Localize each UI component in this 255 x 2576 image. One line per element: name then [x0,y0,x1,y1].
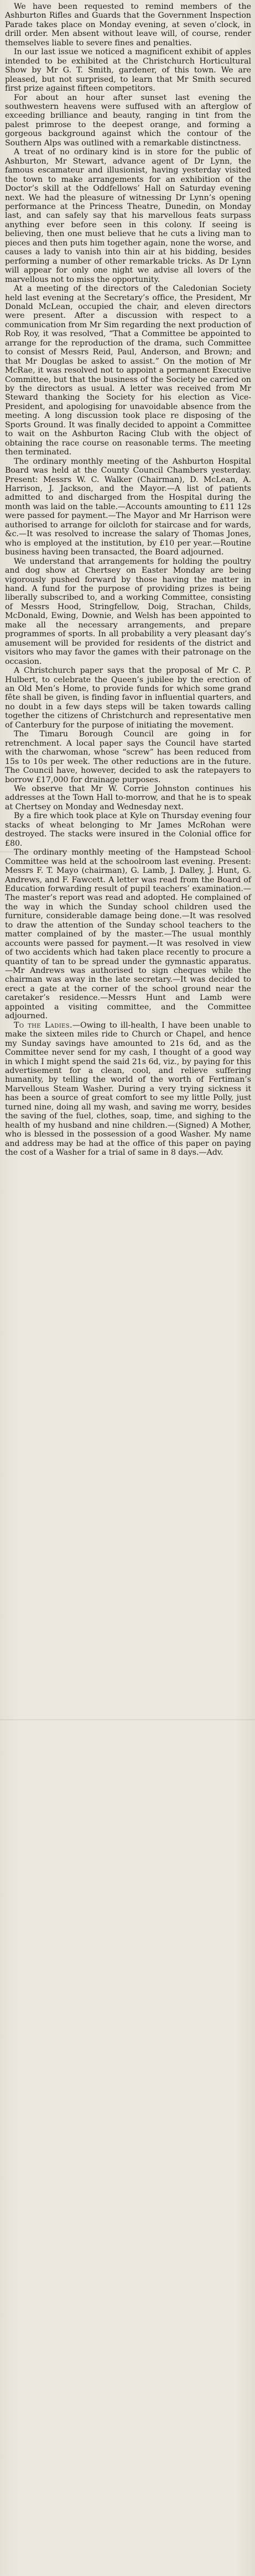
paper-fold-line [0,851,255,852]
paragraph-timaru-council: The Timaru Borough Council are going in for retrenchment. A local paper says the Council have started with the charwoman, whose “screw” has been reduced from 15s to 10s per week. The other reductions are in the future. The Council have, however, decided to ask the ratepayers to borrow £17,000 for drainage purposes. [5,730,251,784]
advert-body: —Owing to ill-health, I have been unable to make the sixteen miles ride to Church or Chapel, and hence my Sunday savings have amounted to 21s 6d, and as the Committee never send for my cash, I thought of a good way in which I might spend the said 21s 6d, viz., by paying for this advertisement for a clean, cool, and relieve suffering humanity, by telling the world of the worth of Fertiman’s Marvellous Steam Washer. During a very trying sickness it has been a source of great comfort to see my little Polly, just turned nine, doing all my wash, and saving me worry, besides the saving of the fuel, clothes, soap, time, and sighing to the health of my husband and nine children.—(Signed) A Mother, who is blessed in the possession of a good Washer. My name and address may be had at the office of this paper on paying the cost of a Washer for a trial of same in 8 days.—Adv. [5,1020,251,1158]
paragraph-hampstead-school: The ordinary monthly meeting of the Hampstead School Committee was held at the schoolroom last evening. Present: Messrs F. T. Mayo (chairman), G. Lamb, J. Dalley, J. Hunt, G. Andrews, and F. Fawcett. A letter was read from the Board of Education forwarding result of pupil teachers’ examination.—The master’s report was read and adopted. He complained of the way in which the Sunday school children used the furniture, considerable damage being done.—It was resolved to draw the attention of the Sunday school teachers to the matter complained of by the master.—The usual monthly accounts were passed for payment.—It was resolved in view of two accidents which had taken place recently to procure a quantity of tan to be spread under the gymnastic apparatus.—Mr Andrews was authorised to sign cheques while the chairman was away in the late secretary.—It was decided to erect a gate at the corner of the school ground near the caretaker’s residence.—Messrs Hunt and Lamb were appointed a visiting committee, and the Committee adjourned. [5,848,251,1021]
paragraph-corrie-johnston: We observe that Mr W. Corrie Johnston continues his addresses at the Town Hall to-morrow, and that he is to speak at Chertsey on Monday and Wednesday next. [5,784,251,811]
paragraph-caledonian-society: At a meeting of the directors of the Caledonian Society held last evening at the Secretary’s office, the President, Mr Donald McLean, occupied the chair, and eleven directors were present. After a discussion with respect to a communication from Mr Sim regarding the next production of Rob Roy, it was resolved, “That a Committee be appointed to arrange for the reproduction of the drama, such Committee to consist of Messrs Reid, Paul, Anderson, and Brown; and that Mr Douglas be asked to assist.” On the motion of Mr McRae, it was resolved not to appoint a permanent Executive Committee, but that the business of the Society be carried on by the directors as usual. A letter was received from Mr Steward thanking the Society for his election as Vice-President, and apologising for unavoidable absence from the meeting. A long discussion took place re disposing of the Sports Ground. It was finally decided to appoint a Committee to wait on the Ashburton Racing Club with the object of obtaining the race course on reasonable terms. The meeting then terminated. [5,284,251,457]
paragraph-hospital-board: The ordinary monthly meeting of the Ashburton Hospital Board was held at the County Council Chambers yesterday. Present: Messrs W. C. Walker (Chairman), D. McLean, A. Harrison, J. Jackson, and the Mayor.—A list of patients admitted to and discharged from the Hospital during the month was laid on the table.—Accounts amounting to £11 12s were passed for payment.—The Mayor and Mr Harrison were authorised to arrange for oilcloth for staircase and for wards, &c.—It was resolved to increase the salary of Thomas Jones, who is employed at the institution, by £10 per year.—Routine business having been transacted, the Board adjourned. [5,457,251,557]
paragraph-inspection-parade: We have been requested to remind members of the Ashburton Rifles and Guards that the Government Inspection Parade takes place on Monday evening, at seven o’clock, in drill order. Men absent without leave will, of course, render themselves liable to severe fines and penalties. [5,2,251,48]
paragraph-ladies-advert [5,1021,251,1158]
news-column [5,2,251,1158]
paragraph-chertsey-show: We understand that arrangements for holding the poultry and dog show at Chertsey on Easter Monday are being vigorously pushed forward by those having the matter in hand. A fund for the purpose of providing prizes is being liberally subscribed to, and a working Committee, consisting of Messrs Hood, Stringfellow, Doig, Strachan, Childs, McDonald, Ewing, Downie, and Welsh has been appointed to make all the necessary arrangements, and prepare programmes of sports. In all probability a very pleasant day’s amusement will be provided for residents of the district and visitors who may favor the games with their patronage on the occasion. [5,557,251,666]
paragraph-jubilee-proposal: A Christchurch paper says that the proposal of Mr C. P. Hulbert, to celebrate the Queen’s jubilee by the erection of an Old Men’s Home, to provide funds for which some grand fête shall be given, is finding favor in influential quarters, and no doubt in a few days steps will be taken towards calling together the citizens of Christchurch and representative men of Canterbury for the purpose of initiating the movement. [5,666,251,730]
paragraph-dr-lynn: A treat of no ordinary kind is in store for the public of Ashburton, Mr Stewart, advance agent of Dr Lynn, the famous escamateur and illusionist, having yesterday visited the town to make arrangements for an exhibition of the Doctor’s skill at the Oddfellows’ Hall on Saturday evening next. We had the pleasure of witnessing Dr Lynn’s opening performance at the Princess Theatre, Dunedin, on Monday last, and can safely say that his marvellous feats surpass anything ever before seen in this colony. If seeing is believing, then one must believe that he cuts a living man to pieces and then puts him together again, none the worse, and causes a lady to vanish into thin air at his bidding, besides performing a number of other remarkable tricks. As Dr Lynn will appear for only one night we advise all lovers of the marvellous not to miss the opportunity. [5,148,251,284]
paragraph-afterglow: For about an hour after sunset last evening the southwestern heavens were suffused with an afterglow of exceeding brilliance and beauty, ranging in tint from the palest primrose to the deepest orange, and forming a gorgeous background against which the contour of the Southern Alps was outlined with a remarkable distinctness. [5,93,251,148]
paragraph-apple-exhibit: In our last issue we noticed a magnificent exhibit of apples intended to be exhibited at the Christchurch Horticultural Show by Mr G. T. Smith, gardener, of this town. We are pleased, but not surprised, to learn that Mr Smith secured first prize against fifteen competitors. [5,48,251,93]
paper-fold-line [0,1719,255,1720]
advert-lead: To the Ladies. [14,1020,72,1030]
paragraph-kyle-fire: By a fire which took place at Kyle on Thursday evening four stacks of wheat belonging to Mr James McRohan were destroyed. The stacks were insured in the Colonial office for £80. [5,811,251,848]
